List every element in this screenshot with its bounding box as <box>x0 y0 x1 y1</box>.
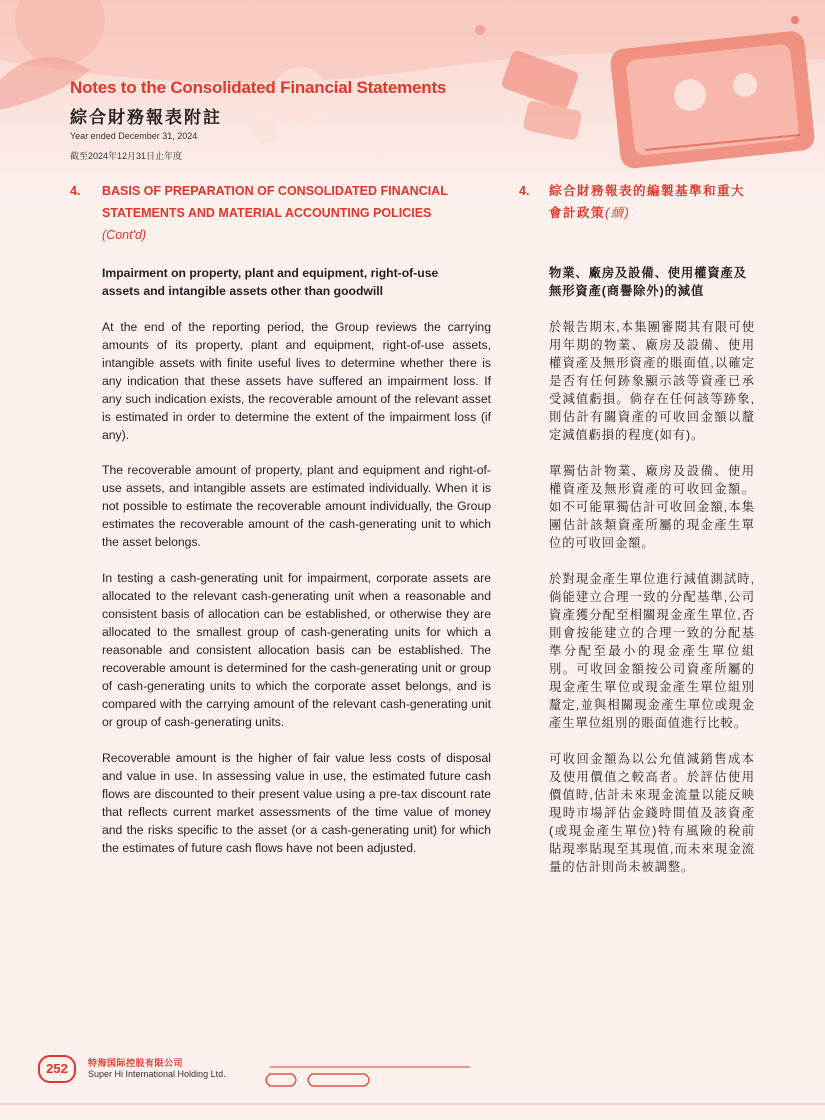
english-subheading-line1: Impairment on property, plant and equipment, right-of-use <box>102 266 439 280</box>
section-title <box>102 180 448 246</box>
footer-company-en: Super Hi International Holding Ltd. <box>88 1069 226 1079</box>
page-header-year-cn: 截至2024年12月31日止年度 <box>70 151 183 161</box>
header-banner-illustration <box>0 0 825 200</box>
chinese-paragraph: 於報告期末,本集團審閱其有限可使用年期的物業、廠房及設備、使用權資產及無形資產的賬面值,以確定是否有任何跡象顯示該等資產已承受減值虧損。倘存在任何該等跡象,則估計有關資產的可收回金額以釐定減值虧損的程度(如有)。 <box>549 320 755 442</box>
section-title-cn <box>549 180 745 224</box>
section-number-cn: 4. <box>519 184 530 198</box>
section-number: 4. <box>70 184 81 198</box>
chinese-paragraph: 單獨估計物業、廠房及設備、使用權資產及無形資產的可收回金額。如不可能單獨估計可收回金額,本集團估計該類資產所屬的現金產生單位的可收回金額。 <box>549 464 755 550</box>
footer-company-cn: 特海国际控股有限公司 <box>88 1058 184 1068</box>
chinese-paragraph: 於對現金產生單位進行減值測試時,倘能建立合理一致的分配基準,公司資產獲分配至相關現金產生單位,否則會按能建立的合理一致的分配基準分配至最小的現金產生單位組別。可收回金額按公司資產所屬的現金產生單位或現金產生單位組別釐定,並與相關現金產生單位或現金產生單位組別的賬面值進行比較。 <box>549 572 755 730</box>
chinese-subheading-line2: 無形資產(商譽除外)的減值 <box>549 284 705 298</box>
english-subheading-line2: assets and intangible assets other than goodwill <box>102 284 384 298</box>
section-cont: (Cont'd) <box>102 228 147 242</box>
page-header-title-cn: 綜合財務報表附註 <box>70 108 222 127</box>
page-header-title: Notes to the Consolidated Financial Statements <box>70 78 447 97</box>
chinese-paragraph: 可收回金額為以公允值減銷售成本及使用價值之較高者。於評估使用價值時,估計未來現金流量以能反映現時市場評估金錢時間值及該資產(或現金產生單位)特有風險的稅前貼現率貼現至其現值,而未來現金流量的估計則尚未被調整。 <box>549 752 755 874</box>
section-title-line2: STATEMENTS AND MATERIAL ACCOUNTING POLICIES <box>102 206 432 220</box>
section-cont-cn: (續) <box>605 206 631 220</box>
english-paragraph: In testing a cash-generating unit for impairment, corporate assets are allocated to the relevant cash-generating unit when a reasonable and consistent basis of allocation can be established, or otherwise they are allocated to the smallest group of cash-generating units for which a reasonable and consistent allocation basis can be established. The recoverable amount is determined for the cash-generating unit or group of cash-generating units to which the corporate asset belongs, and is compared with the carrying amount of the relevant cash-generating unit or group of cash-generating units. <box>102 571 491 729</box>
page-number: 252 <box>38 1055 76 1083</box>
section-title-cn-line1: 綜合財務報表的編製基準和重大 <box>549 184 746 198</box>
chinese-subheading-line1: 物業、廠房及設備、使用權資產及 <box>549 266 747 280</box>
english-paragraph: Recoverable amount is the higher of fair value less costs of disposal and value in use. In assessing value in use, the estimated future cash flows are discounted to their present value using a pre-tax discount rate that reflects current market assessments of the time value of money and the risks specific to the asset (or a cash-generating unit) for which the estimates of future cash flows have not been adjusted. <box>102 751 491 855</box>
english-paragraph: The recoverable amount of property, plant and equipment and right-of-use assets, and intangible assets are estimated individually. When it is not possible to estimate the recoverable amount individually, the Group estimates the recoverable amount of the cash-generating unit to which the asset belongs. <box>102 463 491 549</box>
chinese-column <box>549 264 755 876</box>
english-column <box>102 264 491 857</box>
page-header-year: Year ended December 31, 2024 <box>70 131 198 141</box>
english-paragraph: At the end of the reporting period, the Group reviews the carrying amounts of its property, plant and equipment, right-of-use assets, intangible assets with finite useful lives to determine whether there is any indication that these assets have suffered an impairment loss. If any such indication exists, the recoverable amount of the relevant asset is estimated in order to determine the extent of the impairment loss (if any). <box>102 320 491 442</box>
section-title-cn-line2: 會計政策 <box>549 206 606 220</box>
section-title-line1: BASIS OF PREPARATION OF CONSOLIDATED FINANCIAL <box>102 184 448 198</box>
english-subheading <box>102 264 491 300</box>
footer-decoration <box>0 1040 825 1120</box>
chinese-subheading <box>549 264 755 300</box>
